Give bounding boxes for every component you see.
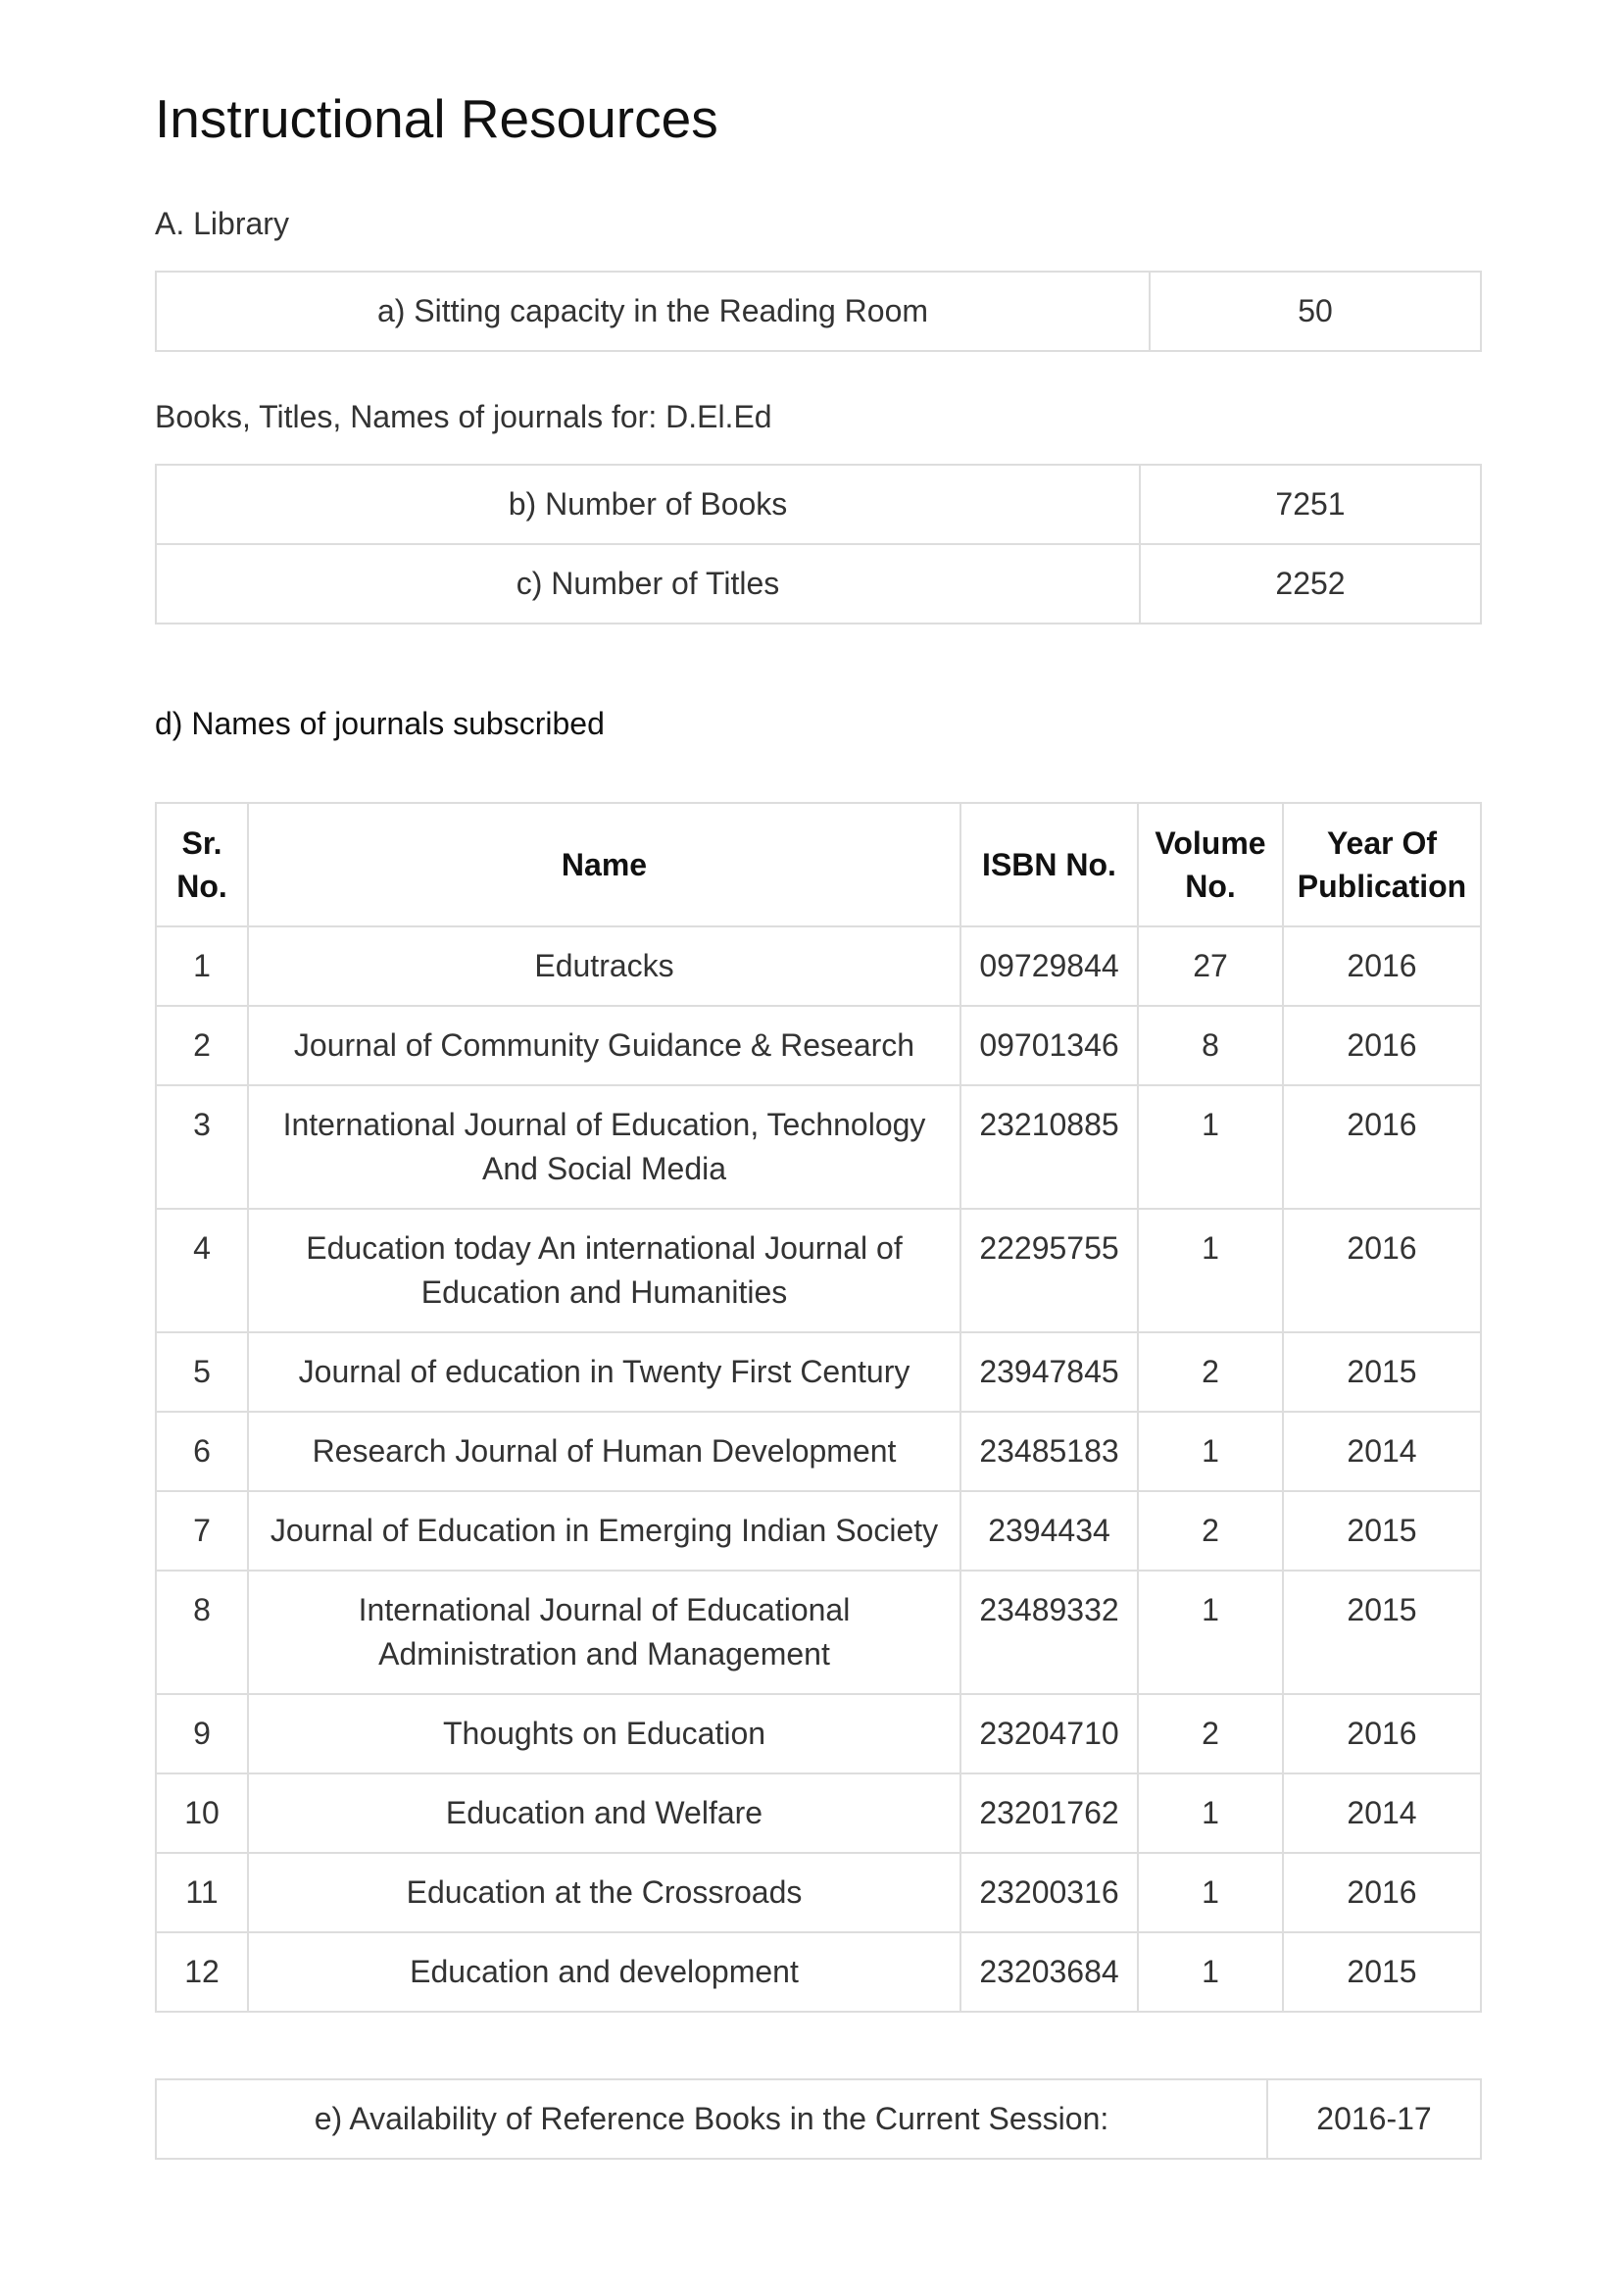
- cell-volume: 1: [1138, 1085, 1283, 1209]
- sitting-capacity-label: a) Sitting capacity in the Reading Room: [156, 272, 1150, 351]
- sitting-capacity-table: [155, 271, 1482, 352]
- cell-volume: 1: [1138, 1932, 1283, 2012]
- cell-sr: 12: [156, 1932, 248, 2012]
- cell-volume: 2: [1138, 1332, 1283, 1412]
- cell-year: 2016: [1283, 1085, 1481, 1209]
- cell-isbn: 23203684: [960, 1932, 1138, 2012]
- reference-books-session: 2016-17: [1267, 2079, 1481, 2159]
- cell-year: 2015: [1283, 1932, 1481, 2012]
- column-header-name: Name: [248, 803, 960, 926]
- titles-count-value: 2252: [1140, 544, 1481, 624]
- cell-volume: 1: [1138, 1773, 1283, 1853]
- library-section-label: A. Library: [155, 206, 289, 241]
- table-row: [156, 272, 1481, 351]
- cell-sr: 3: [156, 1085, 248, 1209]
- cell-isbn: 23201762: [960, 1773, 1138, 1853]
- cell-isbn: 22295755: [960, 1209, 1138, 1332]
- cell-year: 2016: [1283, 1694, 1481, 1773]
- cell-isbn: 09729844: [960, 926, 1138, 1006]
- cell-name: Thoughts on Education: [248, 1694, 960, 1773]
- reference-books-label: e) Availability of Reference Books in the Current Session:: [156, 2079, 1267, 2159]
- cell-name: International Journal of Education, Technology And Social Media: [248, 1085, 960, 1209]
- cell-year: 2016: [1283, 1006, 1481, 1085]
- cell-volume: 1: [1138, 1412, 1283, 1491]
- table-row: [156, 465, 1481, 544]
- column-header-volume: Volume No.: [1138, 803, 1283, 926]
- books-heading: Books, Titles, Names of journals for: D.El.Ed: [155, 399, 772, 434]
- cell-volume: 1: [1138, 1209, 1283, 1332]
- cell-sr: 4: [156, 1209, 248, 1332]
- table-row: [156, 1491, 1481, 1571]
- cell-isbn: 09701346: [960, 1006, 1138, 1085]
- books-table: [155, 464, 1482, 624]
- table-row: [156, 1332, 1481, 1412]
- column-header-year: Year Of Publication: [1283, 803, 1481, 926]
- cell-year: 2016: [1283, 1209, 1481, 1332]
- table-row: [156, 1085, 1481, 1209]
- table-row: [156, 1773, 1481, 1853]
- cell-sr: 9: [156, 1694, 248, 1773]
- page-title: Instructional Resources: [155, 88, 718, 149]
- cell-isbn: 23204710: [960, 1694, 1138, 1773]
- cell-volume: 1: [1138, 1853, 1283, 1932]
- cell-sr: 2: [156, 1006, 248, 1085]
- cell-volume: 1: [1138, 1571, 1283, 1694]
- table-row: [156, 1571, 1481, 1694]
- cell-year: 2016: [1283, 926, 1481, 1006]
- books-count-value: 7251: [1140, 465, 1481, 544]
- cell-year: 2015: [1283, 1491, 1481, 1571]
- table-row: [156, 1694, 1481, 1773]
- reference-books-table: [155, 2078, 1482, 2160]
- cell-name: Journal of Community Guidance & Research: [248, 1006, 960, 1085]
- cell-name: Education and Welfare: [248, 1773, 960, 1853]
- cell-name: Education today An international Journal of Education and Humanities: [248, 1209, 960, 1332]
- cell-name: Edutracks: [248, 926, 960, 1006]
- table-header-row: [156, 803, 1481, 926]
- cell-name: Journal of education in Twenty First Century: [248, 1332, 960, 1412]
- table-row: [156, 2079, 1481, 2159]
- cell-name: Research Journal of Human Development: [248, 1412, 960, 1491]
- cell-isbn: 23947845: [960, 1332, 1138, 1412]
- cell-isbn: 23489332: [960, 1571, 1138, 1694]
- table-row: [156, 544, 1481, 624]
- table-row: [156, 926, 1481, 1006]
- cell-name: Journal of Education in Emerging Indian Society: [248, 1491, 960, 1571]
- cell-isbn: 2394434: [960, 1491, 1138, 1571]
- cell-isbn: 23210885: [960, 1085, 1138, 1209]
- cell-isbn: 23485183: [960, 1412, 1138, 1491]
- cell-volume: 8: [1138, 1006, 1283, 1085]
- table-row: [156, 1853, 1481, 1932]
- cell-sr: 7: [156, 1491, 248, 1571]
- cell-year: 2015: [1283, 1332, 1481, 1412]
- table-row: [156, 1006, 1481, 1085]
- cell-volume: 2: [1138, 1491, 1283, 1571]
- cell-sr: 5: [156, 1332, 248, 1412]
- cell-name: International Journal of Educational Administration and Management: [248, 1571, 960, 1694]
- table-row: [156, 1932, 1481, 2012]
- column-header-sr: Sr. No.: [156, 803, 248, 926]
- cell-isbn: 23200316: [960, 1853, 1138, 1932]
- cell-name: Education at the Crossroads: [248, 1853, 960, 1932]
- cell-sr: 6: [156, 1412, 248, 1491]
- journals-table: [155, 802, 1482, 2013]
- cell-year: 2014: [1283, 1412, 1481, 1491]
- cell-volume: 2: [1138, 1694, 1283, 1773]
- cell-year: 2014: [1283, 1773, 1481, 1853]
- cell-sr: 10: [156, 1773, 248, 1853]
- books-count-label: b) Number of Books: [156, 465, 1140, 544]
- cell-sr: 1: [156, 926, 248, 1006]
- titles-count-label: c) Number of Titles: [156, 544, 1140, 624]
- column-header-isbn: ISBN No.: [960, 803, 1138, 926]
- cell-volume: 27: [1138, 926, 1283, 1006]
- cell-sr: 8: [156, 1571, 248, 1694]
- cell-year: 2016: [1283, 1853, 1481, 1932]
- cell-year: 2015: [1283, 1571, 1481, 1694]
- table-row: [156, 1209, 1481, 1332]
- sitting-capacity-value: 50: [1150, 272, 1481, 351]
- journals-heading: d) Names of journals subscribed: [155, 706, 605, 741]
- table-row: [156, 1412, 1481, 1491]
- cell-sr: 11: [156, 1853, 248, 1932]
- cell-name: Education and development: [248, 1932, 960, 2012]
